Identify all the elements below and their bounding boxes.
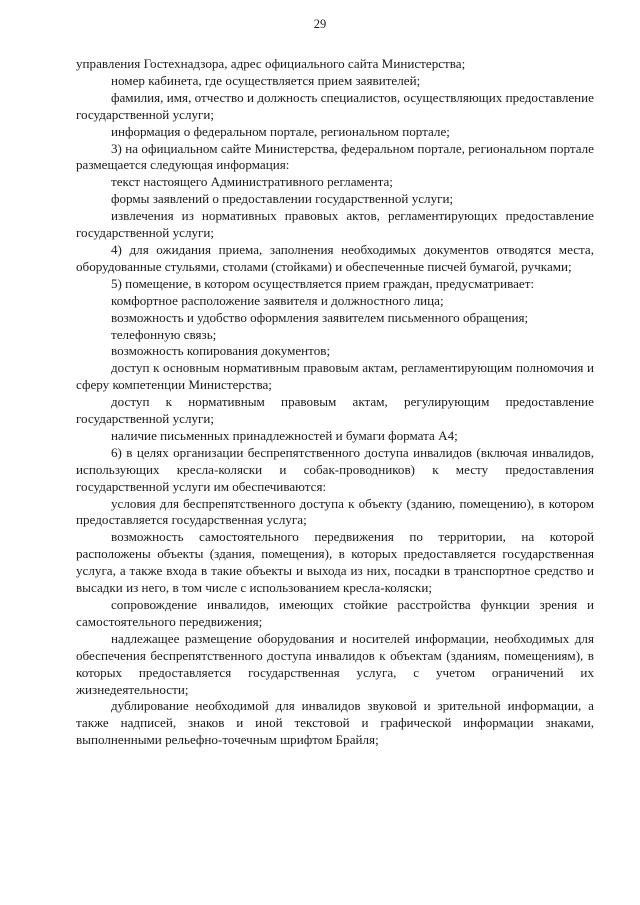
paragraph: телефонную связь; <box>111 326 217 342</box>
page-number: 29 <box>313 17 327 31</box>
paragraph: комфортное расположение заявителя и должностного лица; <box>111 292 444 308</box>
paragraph: дублирование необходимой для инвалидов звуковой и зрительной информации, а также надписей, знаков и иной текстовой и графической информации знаками, выполненными рельефно-точечным шрифтом Брайля; <box>76 698 594 748</box>
paragraph: фамилия, имя, отчество и должность специалистов, осуществляющих предоставление государственной услуги; <box>76 89 594 122</box>
paragraph: номер кабинета, где осуществляется прием заявителей; <box>111 72 421 88</box>
document-body <box>76 56 594 749</box>
paragraph: управления Гостехнадзора, адрес официального сайта Министерства; <box>76 56 466 71</box>
paragraph: информация о федеральном портале, региональном портале; <box>111 123 450 139</box>
paragraph: доступ к основным нормативным правовым актам, регламентирующим полномочия и сферу компетенции Министерства; <box>76 360 594 393</box>
paragraph: доступ к нормативным правовым актам, регулирующим предоставление государственной услуги; <box>76 394 594 427</box>
paragraph: 6) в целях организации беспрепятственного доступа инвалидов (включая инвалидов, использующих кресла-коляски и собак-проводников) к месту предоставления государственной услуги им обеспечиваются: <box>76 444 594 494</box>
paragraph: возможность самостоятельного передвижения по территории, на которой расположены объекты (здания, помещения), в которых предоставляется государственная услуга, а также входа в такие объекты и выхода из них, посадки в транспортное средство и высадки из него, в том числе с использованием кресла-коляски; <box>76 529 594 596</box>
paragraph: сопровождение инвалидов, имеющих стойкие расстройства функции зрения и самостоятельного передвижения; <box>76 597 594 629</box>
paragraph: текст настоящего Административного регламента; <box>111 174 393 190</box>
paragraph: извлечения из нормативных правовых актов, регламентирующих предоставление государственной услуги; <box>76 208 594 241</box>
paragraph: условия для беспрепятственного доступа к объекту (зданию, помещению), в котором предоставляется государственная услуга; <box>76 495 594 528</box>
paragraph: 3) на официальном сайте Министерства, федеральном портале, региональном портале размещается следующая информация: <box>76 140 594 173</box>
paragraph: надлежащее размещение оборудования и носителей информации, необходимых для обеспечения беспрепятственного доступа инвалидов к объектам (зданиям, помещениям), в которых предоставляется государственная услуга, с учетом ограничений их жизнедеятельности; <box>76 630 594 697</box>
paragraph: 4) для ожидания приема, заполнения необходимых документов отводятся места, оборудованные стульями, столами (стойками) и обеспеченные писчей бумагой, ручками; <box>76 241 594 274</box>
paragraph: возможность и удобство оформления заявителем письменного обращения; <box>111 309 529 325</box>
paragraph: 5) помещение, в котором осуществляется прием граждан, предусматривает: <box>111 275 535 291</box>
paragraph: формы заявлений о предоставлении государственной услуги; <box>111 191 454 207</box>
paragraph: наличие письменных принадлежностей и бумаги формата А4; <box>111 427 458 443</box>
paragraph: возможность копирования документов; <box>111 343 331 359</box>
